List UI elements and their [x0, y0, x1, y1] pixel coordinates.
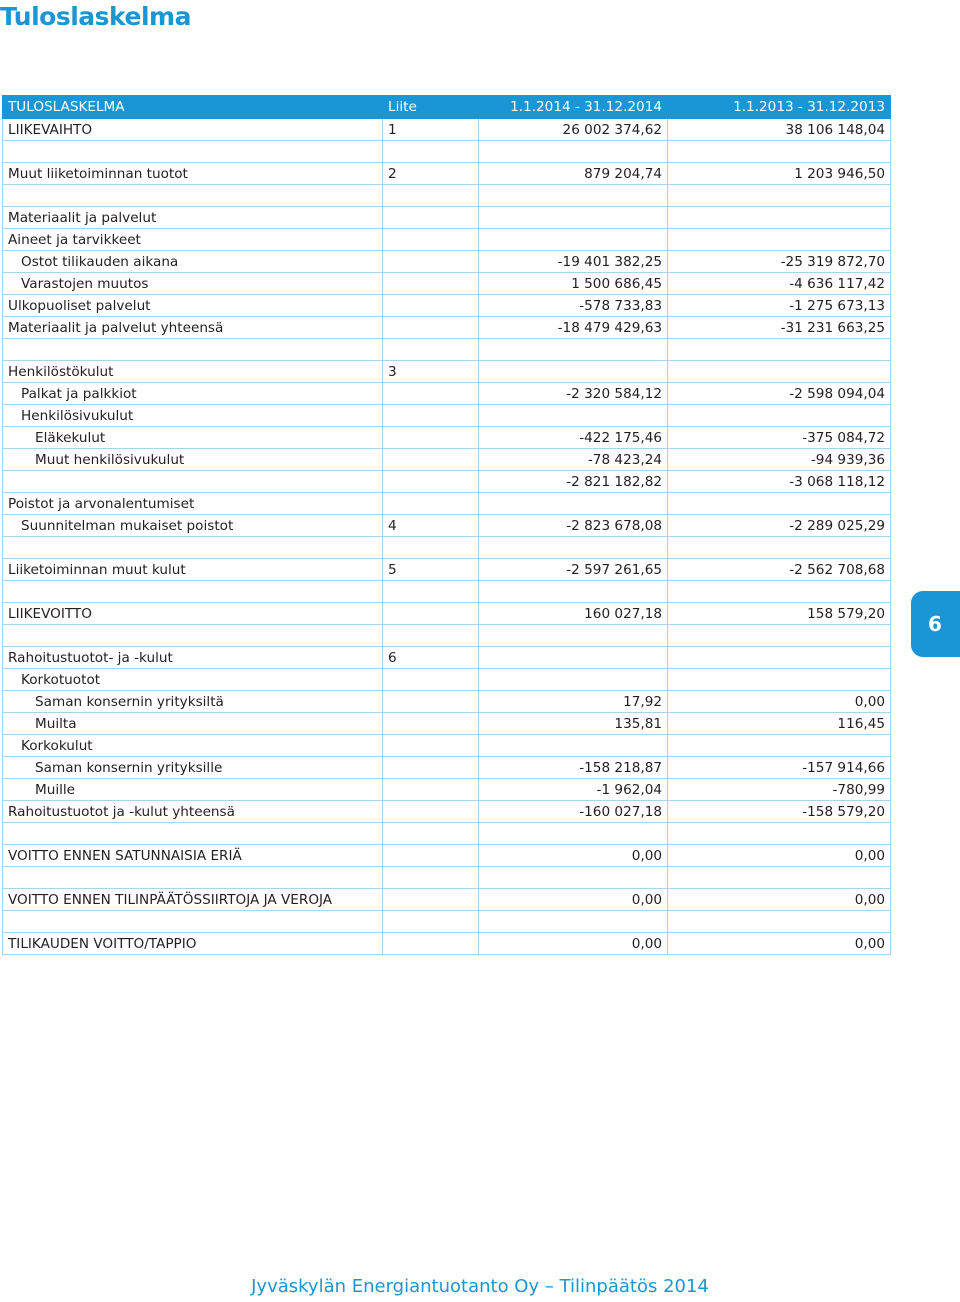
- row-label: [3, 141, 383, 163]
- row-value-previous: -2 562 708,68: [668, 559, 891, 581]
- row-note: [383, 493, 479, 515]
- table-row: [3, 911, 891, 933]
- row-value-previous: [668, 911, 891, 933]
- table-row: [3, 383, 891, 405]
- row-value-previous: -4 636 117,42: [668, 273, 891, 295]
- table-row: [3, 251, 891, 273]
- row-note: [383, 779, 479, 801]
- row-value-previous: -31 231 663,25: [668, 317, 891, 339]
- row-value-previous: [668, 185, 891, 207]
- table-row: [3, 625, 891, 647]
- row-note: [383, 295, 479, 317]
- row-value-previous: -780,99: [668, 779, 891, 801]
- row-value-previous: [668, 537, 891, 559]
- row-value-previous: [668, 493, 891, 515]
- row-value-previous: 1 203 946,50: [668, 163, 891, 185]
- row-note: [383, 471, 479, 493]
- row-note: [383, 625, 479, 647]
- row-label: [3, 185, 383, 207]
- row-value-current: 160 027,18: [479, 603, 668, 625]
- row-note: [383, 229, 479, 251]
- table-row: [3, 339, 891, 361]
- row-value-current: [479, 867, 668, 889]
- table-row: [3, 493, 891, 515]
- row-label: LIIKEVAIHTO: [3, 119, 383, 141]
- row-note: [383, 911, 479, 933]
- table-row: [3, 449, 891, 471]
- row-note: 5: [383, 559, 479, 581]
- row-value-current: [479, 537, 668, 559]
- row-value-current: [479, 339, 668, 361]
- row-value-current: -158 218,87: [479, 757, 668, 779]
- row-note: [383, 317, 479, 339]
- header-note: Liite: [383, 96, 479, 119]
- row-value-previous: [668, 823, 891, 845]
- row-value-previous: 116,45: [668, 713, 891, 735]
- row-value-previous: [668, 647, 891, 669]
- row-value-previous: [668, 867, 891, 889]
- row-note: [383, 735, 479, 757]
- row-value-current: 0,00: [479, 933, 668, 955]
- row-label: LIIKEVOITTO: [3, 603, 383, 625]
- row-value-current: [479, 361, 668, 383]
- row-value-current: -2 320 584,12: [479, 383, 668, 405]
- row-note: [383, 867, 479, 889]
- row-note: [383, 383, 479, 405]
- row-value-current: -2 597 261,65: [479, 559, 668, 581]
- row-value-current: [479, 669, 668, 691]
- row-value-previous: 158 579,20: [668, 603, 891, 625]
- row-label: Eläkekulut: [3, 427, 383, 449]
- table-row: [3, 867, 891, 889]
- row-value-current: [479, 647, 668, 669]
- row-value-previous: 38 106 148,04: [668, 119, 891, 141]
- row-note: [383, 691, 479, 713]
- row-note: 4: [383, 515, 479, 537]
- row-value-current: [479, 581, 668, 603]
- row-value-current: -160 027,18: [479, 801, 668, 823]
- table-row: [3, 471, 891, 493]
- row-label: VOITTO ENNEN TILINPÄÄTÖSSIIRTOJA JA VEROJA: [3, 889, 383, 911]
- row-value-previous: [668, 229, 891, 251]
- row-label: Henkilöstökulut: [3, 361, 383, 383]
- table-row: [3, 515, 891, 537]
- row-value-current: [479, 735, 668, 757]
- row-value-current: 17,92: [479, 691, 668, 713]
- row-value-current: [479, 207, 668, 229]
- row-value-previous: [668, 405, 891, 427]
- table-row: [3, 735, 891, 757]
- table-row: [3, 779, 891, 801]
- row-value-current: -1 962,04: [479, 779, 668, 801]
- section-tab: 6: [911, 591, 960, 657]
- row-note: 6: [383, 647, 479, 669]
- row-note: [383, 405, 479, 427]
- row-value-previous: -1 275 673,13: [668, 295, 891, 317]
- row-value-current: 0,00: [479, 889, 668, 911]
- row-label: [3, 625, 383, 647]
- row-value-current: -2 823 678,08: [479, 515, 668, 537]
- table-row: [3, 405, 891, 427]
- row-note: [383, 185, 479, 207]
- row-label: Poistot ja arvonalentumiset: [3, 493, 383, 515]
- row-value-previous: -158 579,20: [668, 801, 891, 823]
- row-label: Korkokulut: [3, 735, 383, 757]
- row-value-current: 879 204,74: [479, 163, 668, 185]
- row-note: [383, 757, 479, 779]
- table-row: [3, 691, 891, 713]
- row-note: [383, 449, 479, 471]
- row-value-previous: [668, 581, 891, 603]
- row-label: Korkotuotot: [3, 669, 383, 691]
- row-value-previous: 0,00: [668, 933, 891, 955]
- row-value-previous: [668, 735, 891, 757]
- row-label: Saman konsernin yrityksille: [3, 757, 383, 779]
- row-note: [383, 339, 479, 361]
- row-value-previous: -375 084,72: [668, 427, 891, 449]
- row-value-current: -2 821 182,82: [479, 471, 668, 493]
- table-row: [3, 713, 891, 735]
- table-row: [3, 141, 891, 163]
- row-label: Muille: [3, 779, 383, 801]
- row-value-current: -19 401 382,25: [479, 251, 668, 273]
- row-label: Varastojen muutos: [3, 273, 383, 295]
- row-note: [383, 251, 479, 273]
- row-note: [383, 889, 479, 911]
- row-label: Palkat ja palkkiot: [3, 383, 383, 405]
- row-value-previous: -2 289 025,29: [668, 515, 891, 537]
- row-value-current: [479, 185, 668, 207]
- row-label: [3, 339, 383, 361]
- row-value-current: [479, 141, 668, 163]
- row-label: Materiaalit ja palvelut: [3, 207, 383, 229]
- header-period-current: 1.1.2014 - 31.12.2014: [479, 96, 668, 119]
- table-row: [3, 559, 891, 581]
- table-row: [3, 669, 891, 691]
- row-note: 3: [383, 361, 479, 383]
- row-value-current: 1 500 686,45: [479, 273, 668, 295]
- row-value-current: 135,81: [479, 713, 668, 735]
- row-label: VOITTO ENNEN SATUNNAISIA ERIÄ: [3, 845, 383, 867]
- row-value-previous: -2 598 094,04: [668, 383, 891, 405]
- table-row: [3, 823, 891, 845]
- row-value-current: 0,00: [479, 845, 668, 867]
- row-value-previous: [668, 339, 891, 361]
- table-header-row: [3, 96, 891, 119]
- row-value-current: -578 733,83: [479, 295, 668, 317]
- row-value-current: -422 175,46: [479, 427, 668, 449]
- row-label: Muut liiketoiminnan tuotot: [3, 163, 383, 185]
- row-value-current: [479, 493, 668, 515]
- table-row: [3, 163, 891, 185]
- row-value-previous: [668, 141, 891, 163]
- row-note: [383, 801, 479, 823]
- row-value-current: -18 479 429,63: [479, 317, 668, 339]
- row-value-previous: -157 914,66: [668, 757, 891, 779]
- row-value-previous: [668, 207, 891, 229]
- row-label: TILIKAUDEN VOITTO/TAPPIO: [3, 933, 383, 955]
- header-label: TULOSLASKELMA: [3, 96, 383, 119]
- row-value-current: -78 423,24: [479, 449, 668, 471]
- row-note: [383, 713, 479, 735]
- row-label: Muut henkilösivukulut: [3, 449, 383, 471]
- row-value-previous: [668, 361, 891, 383]
- row-note: [383, 273, 479, 295]
- row-note: 2: [383, 163, 479, 185]
- row-value-previous: [668, 669, 891, 691]
- row-value-previous: -25 319 872,70: [668, 251, 891, 273]
- row-label: Aineet ja tarvikkeet: [3, 229, 383, 251]
- row-note: [383, 427, 479, 449]
- row-note: 1: [383, 119, 479, 141]
- row-note: [383, 603, 479, 625]
- table-row: [3, 185, 891, 207]
- header-period-previous: 1.1.2013 - 31.12.2013: [668, 96, 891, 119]
- table-row: [3, 295, 891, 317]
- row-note: [383, 933, 479, 955]
- row-value-previous: 0,00: [668, 889, 891, 911]
- table-row: [3, 537, 891, 559]
- table-row: [3, 273, 891, 295]
- row-value-current: [479, 229, 668, 251]
- row-label: [3, 867, 383, 889]
- table-row: [3, 603, 891, 625]
- row-label: [3, 537, 383, 559]
- row-label: [3, 471, 383, 493]
- table-row: [3, 845, 891, 867]
- row-label: Henkilösivukulut: [3, 405, 383, 427]
- row-label: [3, 581, 383, 603]
- row-value-previous: 0,00: [668, 845, 891, 867]
- row-value-current: [479, 625, 668, 647]
- table-row: [3, 757, 891, 779]
- table-row: [3, 933, 891, 955]
- row-label: Suunnitelman mukaiset poistot: [3, 515, 383, 537]
- row-value-previous: 0,00: [668, 691, 891, 713]
- row-value-previous: [668, 625, 891, 647]
- row-label: Liiketoiminnan muut kulut: [3, 559, 383, 581]
- row-note: [383, 823, 479, 845]
- row-label: Ostot tilikauden aikana: [3, 251, 383, 273]
- table-row: [3, 317, 891, 339]
- row-label: Ulkopuoliset palvelut: [3, 295, 383, 317]
- page-footer: Jyväskylän Energiantuotanto Oy – Tilinpäätös 2014: [251, 1276, 709, 1297]
- table-row: [3, 229, 891, 251]
- row-note: [383, 537, 479, 559]
- row-note: [383, 581, 479, 603]
- row-note: [383, 207, 479, 229]
- row-value-current: [479, 823, 668, 845]
- table-row: [3, 119, 891, 141]
- row-note: [383, 669, 479, 691]
- row-label: Saman konsernin yrityksiltä: [3, 691, 383, 713]
- table-row: [3, 361, 891, 383]
- row-value-current: [479, 405, 668, 427]
- table-row: [3, 801, 891, 823]
- row-label: Materiaalit ja palvelut yhteensä: [3, 317, 383, 339]
- row-note: [383, 845, 479, 867]
- row-value-previous: -3 068 118,12: [668, 471, 891, 493]
- page-title: Tuloslaskelma: [0, 2, 191, 31]
- row-label: Rahoitustuotot ja -kulut yhteensä: [3, 801, 383, 823]
- row-value-previous: -94 939,36: [668, 449, 891, 471]
- table-row: [3, 427, 891, 449]
- row-label: [3, 911, 383, 933]
- table-row: [3, 581, 891, 603]
- table-row: [3, 889, 891, 911]
- table-row: [3, 647, 891, 669]
- row-label: Rahoitustuotot- ja -kulut: [3, 647, 383, 669]
- row-label: [3, 823, 383, 845]
- row-value-current: 26 002 374,62: [479, 119, 668, 141]
- income-statement-table: [2, 95, 891, 955]
- row-value-current: [479, 911, 668, 933]
- table-row: [3, 207, 891, 229]
- row-label: Muilta: [3, 713, 383, 735]
- row-note: [383, 141, 479, 163]
